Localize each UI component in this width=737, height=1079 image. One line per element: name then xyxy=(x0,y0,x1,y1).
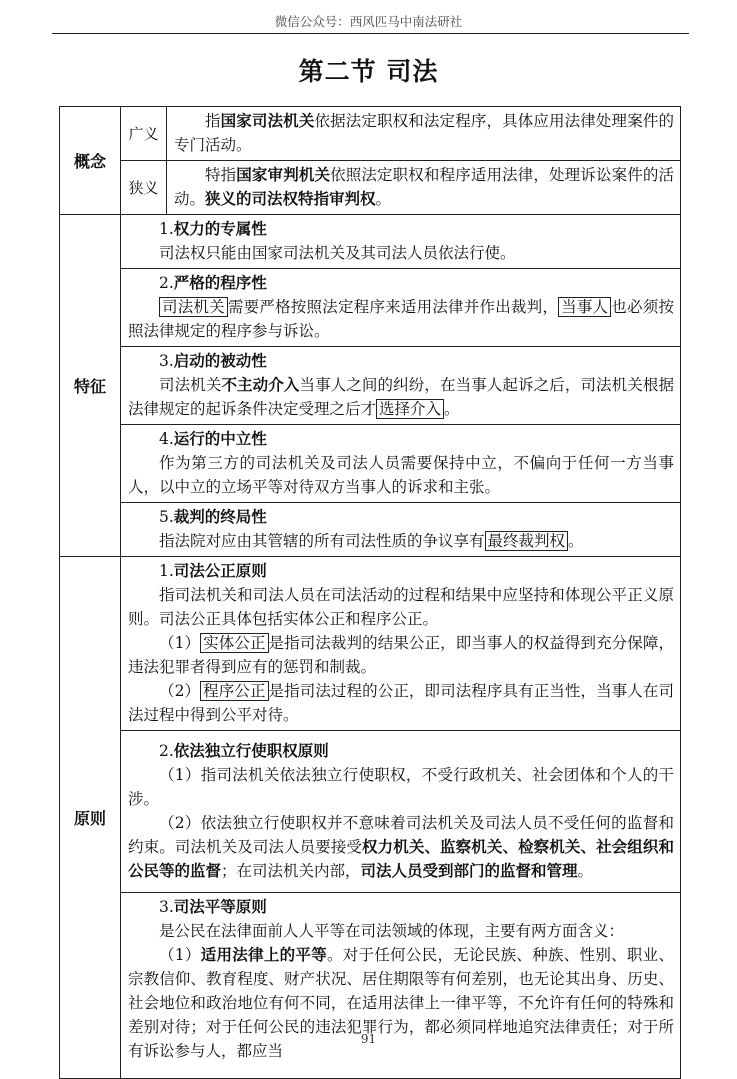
feature-4-text: 作为第三方的司法机关及司法人员需要保持中立，不偏向于任何一方当事人，以中立的立场平等对待双方当事人的诉求和主张。 xyxy=(128,454,674,496)
feature-3 xyxy=(121,347,681,425)
concept-broad-cell xyxy=(167,107,681,161)
feature-2-title: 2.严格的程序性 xyxy=(159,273,267,292)
feature-1 xyxy=(121,215,681,269)
concept-broad-text: 指国家司法机关依据法定职权和法定程序，具体应用法律处理案件的专门活动。 xyxy=(174,111,674,154)
header-rule xyxy=(52,33,689,34)
principle-3 xyxy=(121,893,681,1079)
content-table xyxy=(59,106,681,1079)
principle-2 xyxy=(121,731,681,893)
principle-3-title: 3.司法平等原则 xyxy=(159,897,267,916)
principle-1 xyxy=(121,557,681,731)
principle-2-sub-1: （1）指司法机关依法独立行使职权，不受行政机关、社会团体和个人的干涉。 xyxy=(128,766,674,808)
principle-1-sub-1: （1） 实体公正 是指司法裁判的结果公正，即当事人的权益得到充分保障，违法犯罪者得到应有的惩罚和制裁。 xyxy=(128,634,674,676)
feature-4-title: 4.运行的中立性 xyxy=(159,429,267,448)
principle-1-text: 指司法机关和司法人员在司法活动的过程和结果中应坚持和体现公平正义原则。司法公正具体包括实体公正和程序公正。 xyxy=(128,586,674,628)
feature-2-text: 司法机关 需要严格按照法定程序来适用法律并作出裁判， 当事人 也必须按照法律规定的程序参与诉讼。 xyxy=(128,298,674,340)
page-header: 微信公众号：西风匹马中南法研社 xyxy=(274,14,463,29)
feature-5-title: 5.裁判的终局性 xyxy=(159,507,267,526)
concept-narrow-label: 狭义 xyxy=(121,161,167,215)
feature-2 xyxy=(121,269,681,347)
principle-1-sub-2: （2） 程序公正 是指司法过程的公正，即司法程序具有正当性，当事人在司法过程中得到公平对待。 xyxy=(128,682,674,724)
concept-narrow-text: 特指国家审判机关依照法定职权和程序适用法律，处理诉讼案件的活动。狭义的司法权特指审判权。 xyxy=(174,165,674,208)
section-title: 第二节 司法 xyxy=(298,57,439,86)
category-principles: 原则 xyxy=(60,557,121,1079)
principle-2-sub-2: （2）依法独立行使职权并不意味着司法机关及司法人员不受任何的监督和约束。司法机关及司法人员要接受权力机关、监察机关、检察机关、社会组织和公民等的监督；在司法机关内部，司法人员受到部门的监督和管理。 xyxy=(128,814,674,880)
category-features: 特征 xyxy=(60,215,121,557)
feature-1-text: 司法权只能由国家司法机关及其司法人员依法行使。 xyxy=(159,244,516,262)
principle-3-sub-1: （1）适用法律上的平等。对于任何公民，无论民族、种族、性别、职业、宗教信仰、教育程度、财产状况、居住期限等有何差别，也无论其出身、历史、社会地位和政治地位有何不同，在适用法律上一律平等，不允许有任何的特殊和差别对待；对于任何公民的违法犯罪行为，都必须同样地追究法律责任；对于所有诉讼参与人，都应当 xyxy=(128,945,674,1060)
feature-1-title: 1.权力的专属性 xyxy=(159,219,267,238)
feature-3-text: 司法机关不主动介入当事人之间的纠纷，在当事人起诉之后，司法机关根据法律规定的起诉条件决定受理之后才 选择介入 。 xyxy=(128,375,674,418)
principle-1-title: 1.司法公正原则 xyxy=(159,561,267,580)
category-concept: 概念 xyxy=(60,107,121,215)
feature-5-text: 指法院对应由其管辖的所有司法性质的争议享有 最终裁判权 。 xyxy=(159,532,584,550)
principle-2-title: 2.依法独立行使职权原则 xyxy=(159,741,329,760)
feature-4 xyxy=(121,425,681,503)
page-number: 91 xyxy=(360,1032,377,1046)
concept-broad-label: 广义 xyxy=(121,107,167,161)
feature-3-title: 3.启动的被动性 xyxy=(159,351,267,370)
feature-5 xyxy=(121,503,681,557)
concept-narrow-cell xyxy=(167,161,681,215)
principle-3-text: 是公民在法律面前人人平等在司法领域的体现，主要有两方面含义： xyxy=(159,922,625,940)
